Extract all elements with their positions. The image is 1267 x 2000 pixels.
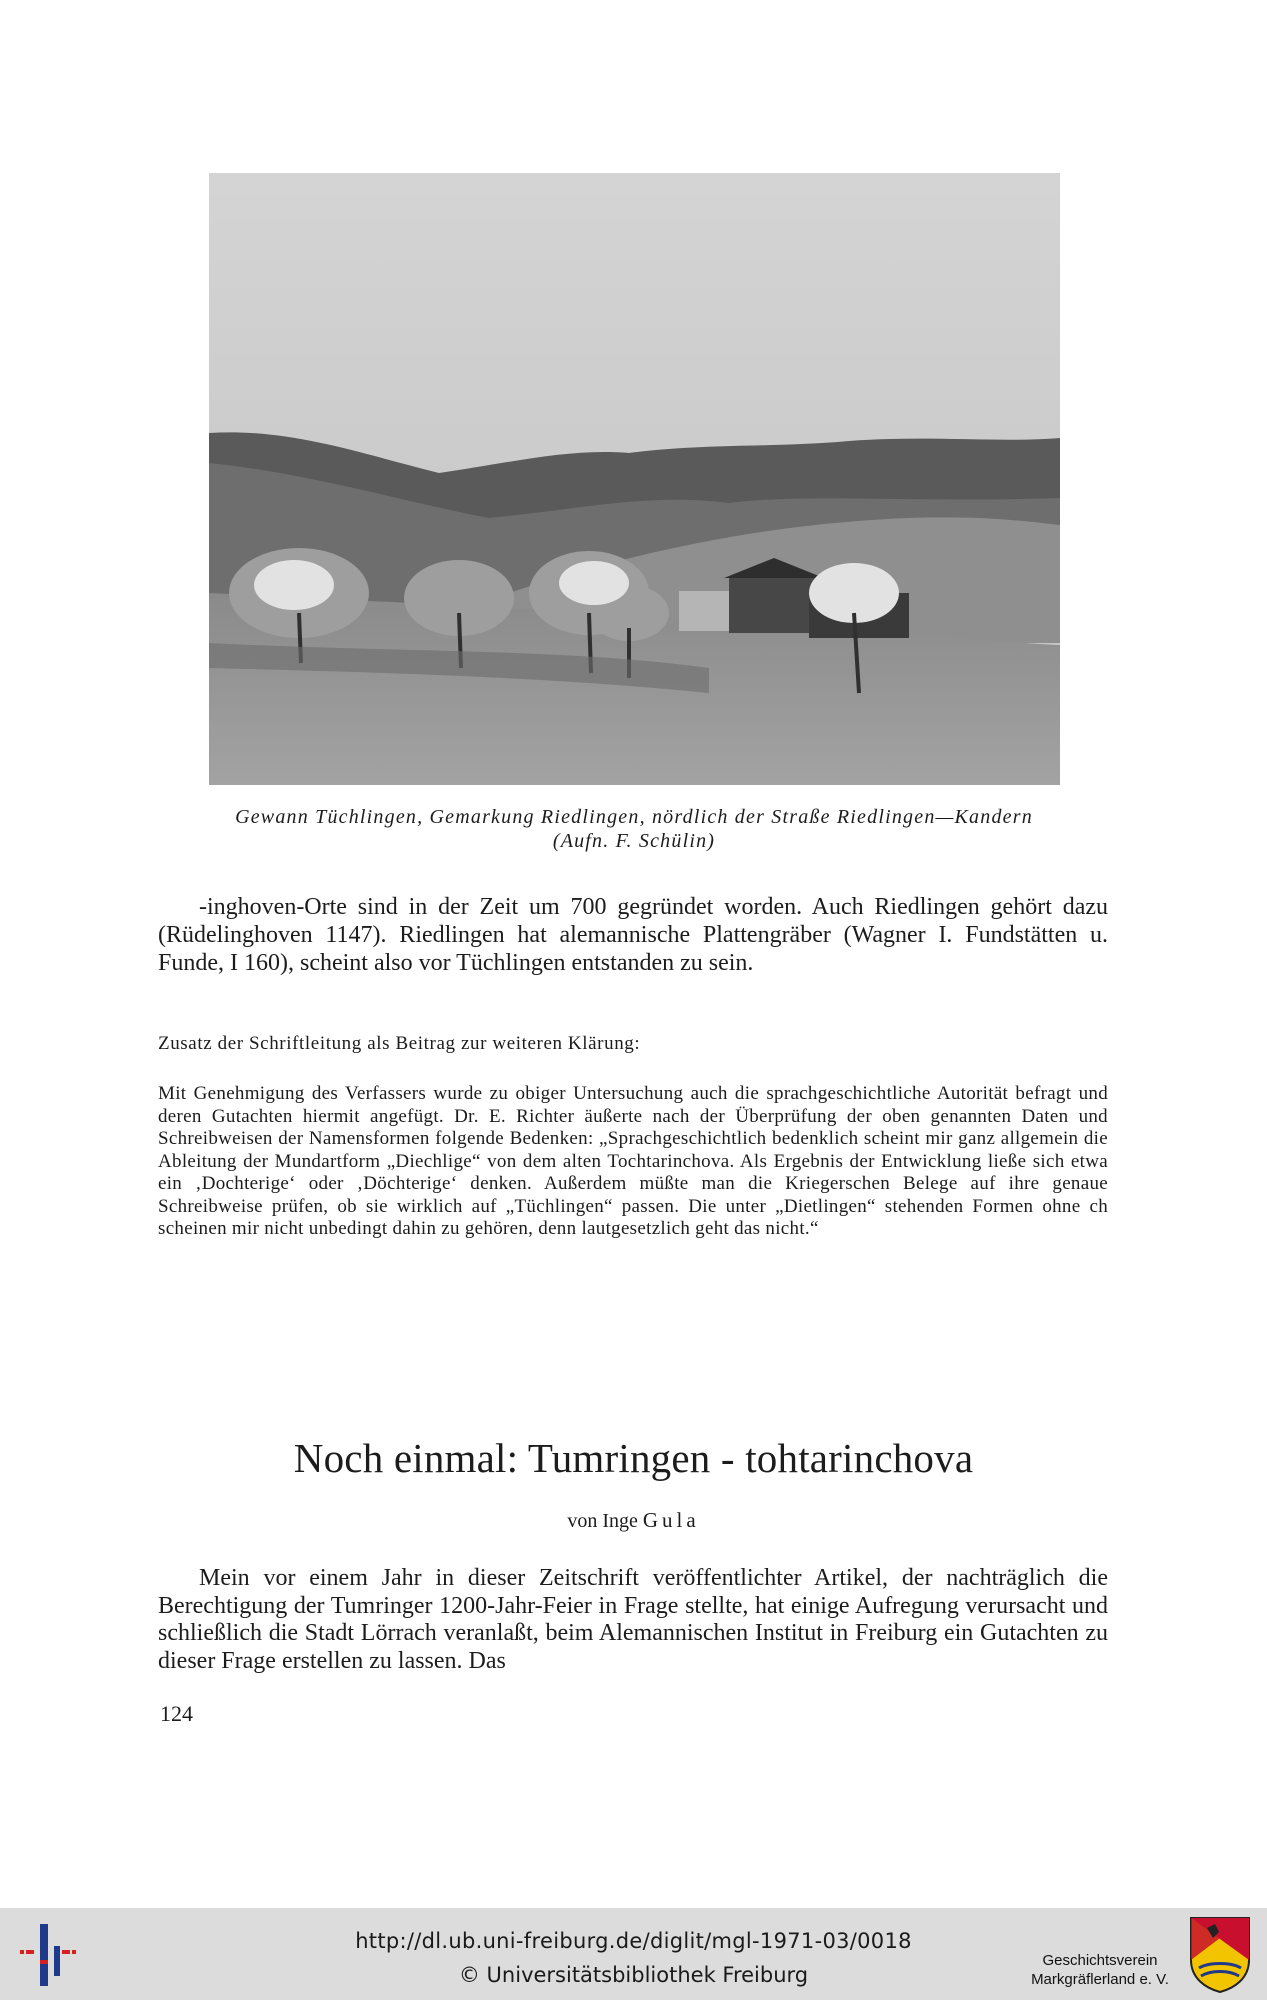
footer-url-link[interactable]: http://dl.ub.uni-freiburg.de/diglit/mgl-1971-03/0018 <box>355 1929 912 1953</box>
society-crest-icon[interactable] <box>1189 1916 1251 1994</box>
addendum-text: Mit Genehmigung des Verfassers wurde zu obiger Untersuchung auch die sprachgeschichtliche Autorität befragt und deren Gutachten hiermit angefügt. Dr. E. Richter äußerte nach der Überprüfung der oben genannten Daten und Schreibweisen der Namensformen folgende Bedenken: „Sprachgeschichtlich bedenklich scheint mir ganz allgemein die Ableitung der Mundartform „Diechlige“ von dem alten Tochtarinchova. Als Ergebnis der Entwicklung ließe sich etwa ein ‚Dochterige‘ oder ‚Döchterige‘ denken. Außerdem müßte man die Kriegerschen Belege auf ihre genaue Schreibweise prüfen, ob sie wirklich auf „Tüchlingen“ passen. Die unter „Dietlingen“ stehenden Formen ohne ch scheinen mir nicht unbedingt dahin zu gehören, denn lautgesetzlich geht das nicht.“ <box>158 1083 1108 1239</box>
society-name <box>1020 1951 1180 1989</box>
society-line-2: Markgräflerland e. V. <box>1031 1971 1169 1988</box>
addendum-heading: Zusatz der Schriftleitung als Beitrag zur weiteren Klärung: <box>158 1033 641 1054</box>
photo-caption <box>150 805 1118 853</box>
closing-paragraph: -inghoven-Orte sind in der Zeit um 700 gegründet worden. Auch Riedlingen gehört dazu (Rüdelinghoven 1147). Riedlingen hat alemannische Plattengräber (Wagner I. Fundstätten u. Funde, I 160), scheint also vor Tüchlingen entstanden zu sein. <box>158 894 1108 976</box>
landscape-photo <box>209 173 1060 785</box>
society-line-1: Geschichtsverein <box>1042 1952 1158 1969</box>
article-title: Noch einmal: Tumringen - tohtarinchova <box>293 1435 974 1481</box>
caption-line-2: (Aufn. F. Schülin) <box>552 830 716 852</box>
byline <box>0 1507 1267 1534</box>
author-name: Gula <box>642 1508 700 1532</box>
page-number: 124 <box>160 1701 193 1726</box>
opening-paragraph: Mein vor einem Jahr in dieser Zeitschrift veröffentlichter Artikel, der nachträglich die Berechtigung der Tumringer 1200-Jahr-Feier in Frage stellte, hat einige Aufregung verursacht und schließlich die Stadt Lörrach veranlaßt, beim Alemannischen Institut in Freiburg ein Gutachten zu dieser Frage erstellen zu lassen. Das <box>158 1565 1108 1674</box>
caption-line-1: Gewann Tüchlingen, Gemarkung Riedlingen, nördlich der Straße Riedlingen—Kandern <box>235 806 1033 828</box>
photo-illustration <box>209 173 1060 785</box>
byline-prefix: von Inge <box>567 1510 638 1532</box>
footer-copyright: © Universitätsbibliothek Freiburg <box>458 1963 809 1987</box>
